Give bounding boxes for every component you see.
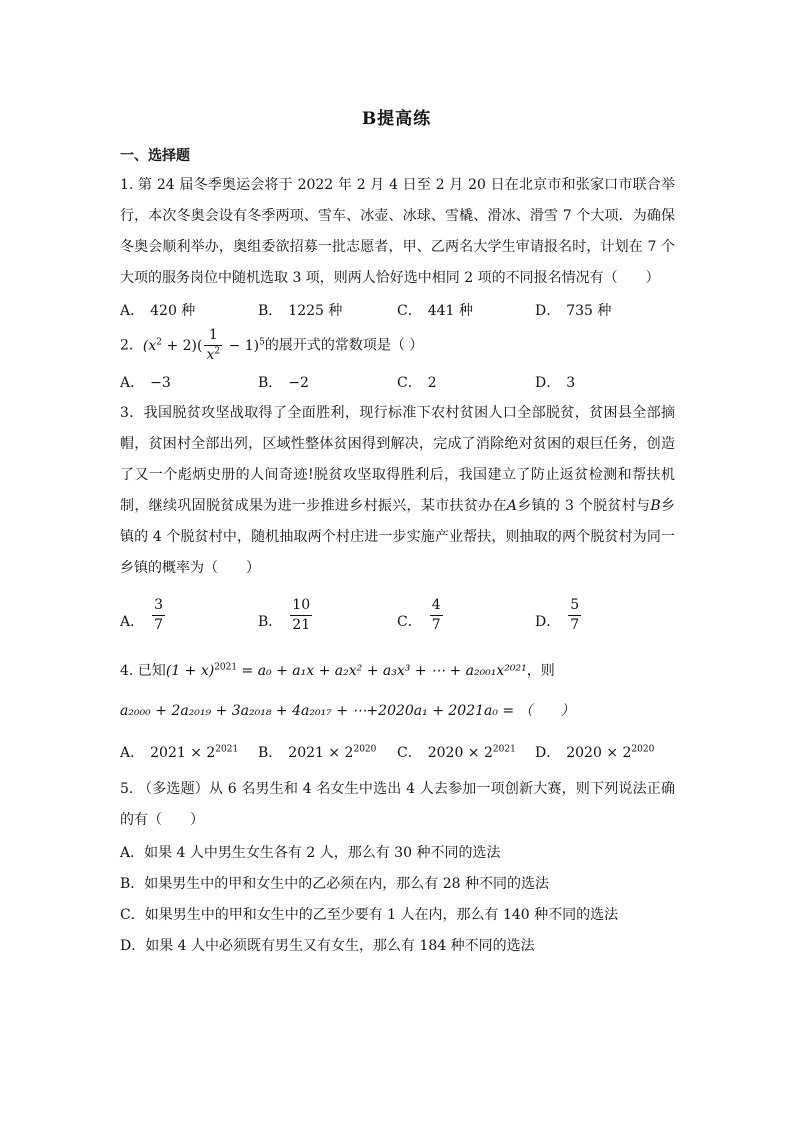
q5-option-b[interactable]: B．如果男生中的甲和女生中的乙必须在内，那么有 28 种不同的选法	[120, 876, 550, 892]
q3-option-d[interactable]: D． $\frac{5}{7}$	[535, 597, 580, 633]
q2-fraction: $\frac{1}{x^2}$	[206, 327, 221, 363]
question-1-text: 1. 第 24 届冬季奥运会将于 2022 年 2 月 4 日至 2 月 20 日在北京市和张家口市联合举行，本次冬奥会设有冬季两项、雪车、冰壶、冰球、雪橇、滑冰、滑雪 7 个大项．为确保冬奥会顺利举办，奥组委欲招募一批志愿者，甲、乙两名大学生审请报名时，计划在 7 个大项的服务岗位中随机选取 3 项，则两人恰好选中相同 2 项的不同报名情况有（ ）	[120, 177, 675, 286]
q2-option-d[interactable]: D． 3	[535, 375, 576, 391]
q5-option-d[interactable]: D．如果 4 人中必须既有男生又有女生，那么有 184 种不同的选法	[120, 938, 535, 954]
q3-option-c[interactable]: C． $\frac{4}{7}$	[397, 597, 441, 633]
question-4-options	[120, 742, 680, 764]
q2-option-a[interactable]: A． −3	[120, 375, 171, 391]
question-4-line-2: a₂₀₀₀ + 2a₂₀₁₉ + 3a₂₀₁₈ + 4a₂₀₁₇ + ⋯+2020a₁ + 2021a₀ = （ ）	[120, 703, 575, 719]
question-1-options	[120, 300, 680, 322]
q5-option-c[interactable]: C．如果男生中的甲和女生中的乙至少要有 1 人在内，那么有 140 种不同的选法	[120, 907, 619, 923]
q3-option-a[interactable]: A． $\frac{3}{7}$	[120, 597, 164, 633]
q4-option-c[interactable]: C． $2020 \times 2^{2021}$	[397, 744, 516, 761]
q4-option-d[interactable]: D． $2020 \times 2^{2020}$	[535, 744, 655, 761]
q1-option-a[interactable]: A． 420 种	[120, 303, 196, 319]
question-2-options	[120, 372, 680, 394]
question-4-line-1: 4. 已知$(1 + x)^{2021} = a_0 + a_1x + a_2x^2 + a_3x^3$ + ⋯ + a₂₀₀₁x²⁰²¹，则	[120, 662, 555, 679]
q1-option-b[interactable]: B． 1225 种	[258, 303, 343, 319]
q4-option-b[interactable]: B． $2021 \times 2^{2020}$	[258, 744, 377, 761]
q2-option-c[interactable]: C． 2	[397, 375, 437, 391]
q1-option-c[interactable]: C． 441 种	[397, 303, 473, 319]
q4-option-a[interactable]: A． $2021 \times 2^{2021}$	[120, 744, 239, 761]
section-heading: 一、选择题	[120, 148, 190, 164]
q2-expression: $(x^2 + 2)$( $\frac{1}{x^2}$ − 1)$^5$	[142, 327, 265, 363]
page-title: B提高练	[361, 109, 432, 129]
question-3-text: 3．我国脱贫攻坚战取得了全面胜利，现行标准下农村贫困人口全部脱贫，贫困县全部摘帽，贫困村全部出列，区域性整体贫困得到解决，完成了消除绝对贫困的艰巨任务，创造了又一个彪炳史册的人间奇迹!脱贫攻坚取得胜利后，我国建立了防止返贫检测和帮扶机制，继续巩固脱贫成果为进一步推进乡村振兴，某市扶贫办在A乡镇的 3 个脱贫村与B乡镇的 4 个脱贫村中，随机抽取两个村庄进一步实施产业帮扶，则抽取的两个脱贫村为同一乡镇的概率为（ ）	[120, 405, 676, 576]
question-5-text: 5. （多选题）从 6 名男生和 4 名女生中选出 4 人去参加一项创新大赛，则下列说法正确的有（ ）	[120, 781, 675, 828]
q3-option-b[interactable]: B． $\frac{10}{21}$	[258, 597, 311, 633]
q1-option-d[interactable]: D． 735 种	[535, 303, 612, 319]
q2-option-b[interactable]: B． −2	[258, 375, 309, 391]
q5-option-a[interactable]: A．如果 4 人中男生女生各有 2 人，那么有 30 种不同的选法	[120, 845, 501, 861]
question-3-options	[120, 597, 680, 633]
question-2-text: 2．$(x^2 + 2)$( $\frac{1}{x^2}$ − 1)$^5$的展开式的常数项是（ ）	[120, 327, 424, 363]
